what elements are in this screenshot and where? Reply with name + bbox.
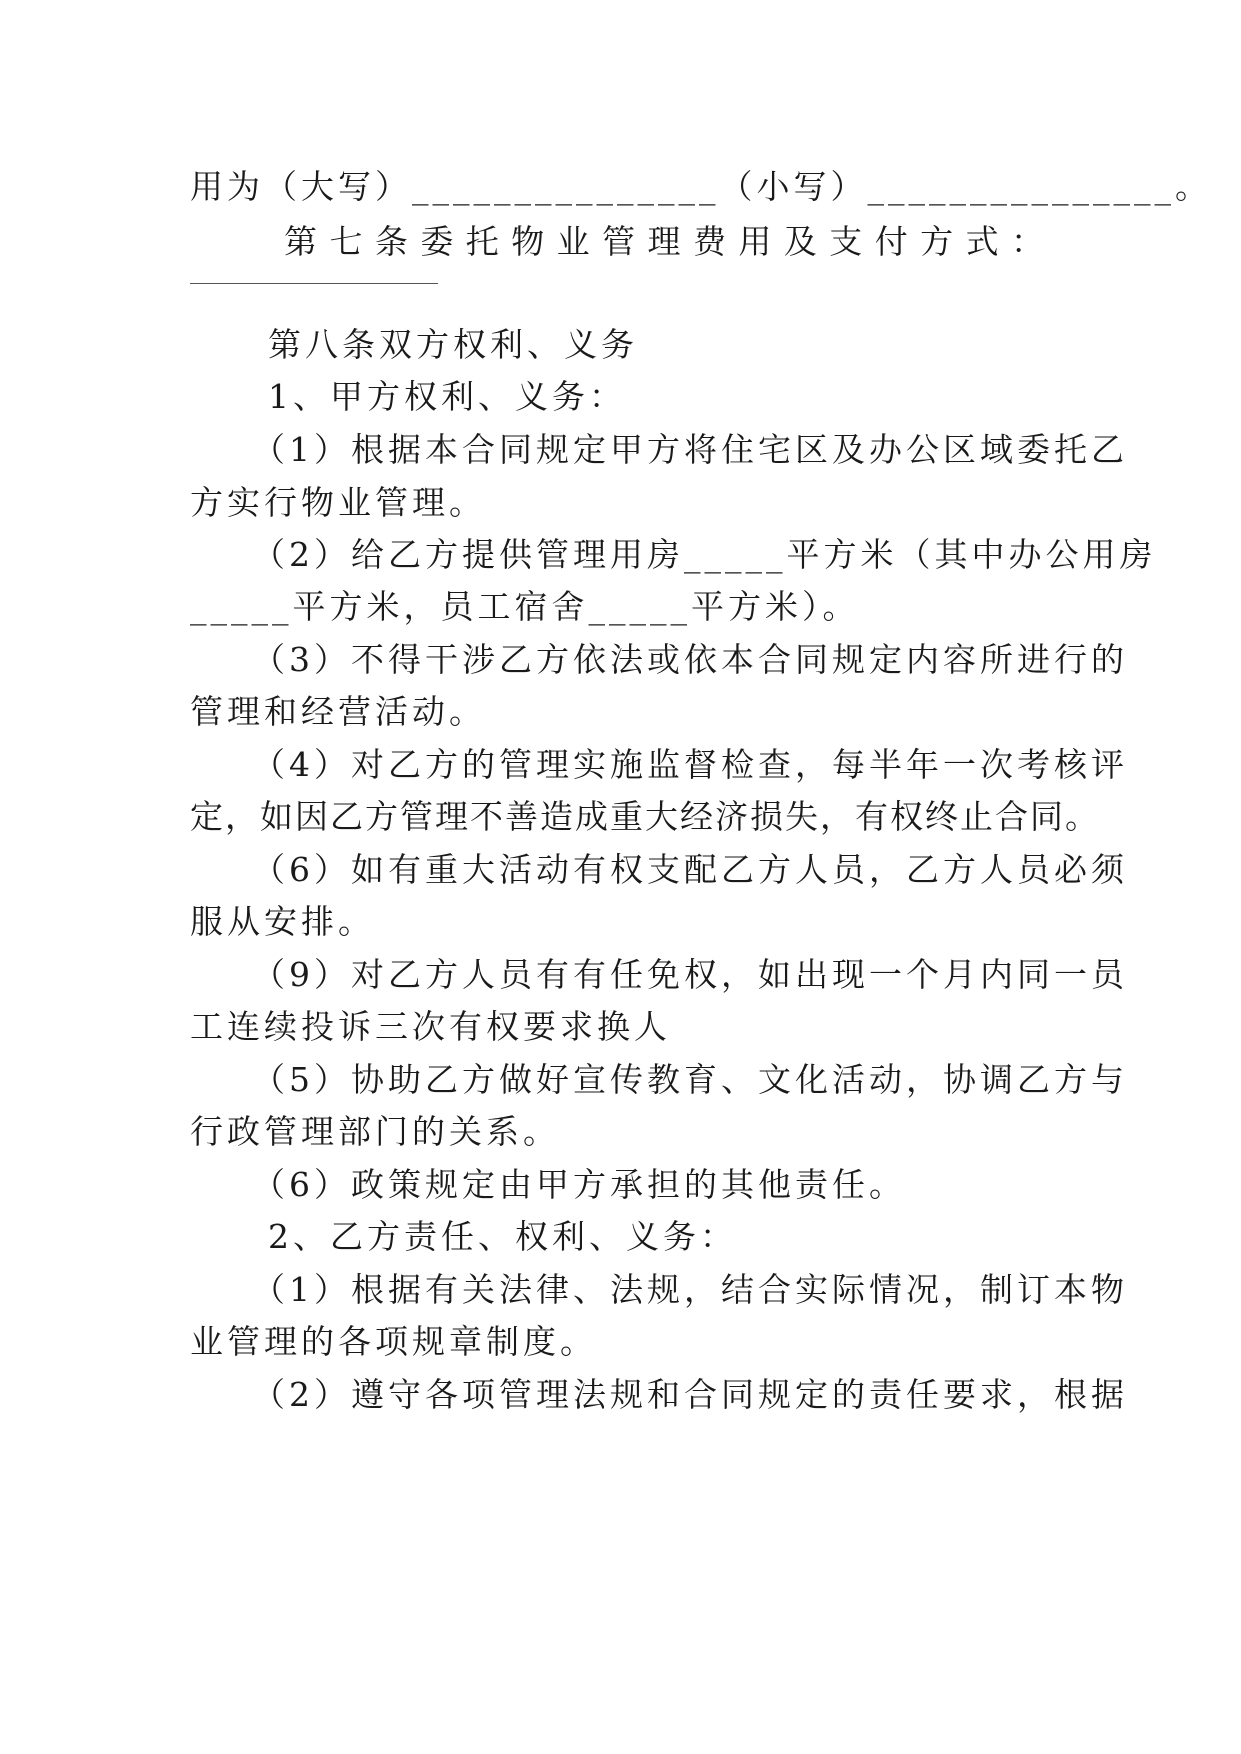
article-7-heading-char: 管 [602,222,636,261]
article-7-heading-char: 第 [284,222,317,261]
party-a-item-6a: （6）如有重大活动有权支配乙方人员，乙方人员必须 [252,850,1128,889]
article-7-heading-char: 支 [829,222,863,261]
party-a-item-3: （3）不得干涉乙方依法或依本合同规定内容所进行的 [252,640,1128,679]
party-b-item-1: （1）根据有关法律、法规，结合实际情况，制订本物 [252,1270,1128,1309]
article-7-heading-char: 及 [783,222,817,261]
party-b-item-2: （2）遵守各项管理法规和合同规定的责任要求，根据 [252,1375,1128,1414]
article-7-heading-char: 式 [965,222,999,261]
party-a-heading: 1、甲方权利、义务： [268,377,626,416]
party-a-item-3-cont: 管理和经营活动。 [190,692,486,731]
fee-amount-line: 用为（大写）_______________（小写）_______________。 [190,167,1212,206]
article-7-heading-char: 委 [420,222,454,261]
party-a-item-1-cont: 方实行物业管理。 [190,483,486,522]
article-7-heading-char: 托 [465,222,499,261]
article-7-heading-char: 条 [374,222,408,261]
article-7-heading [284,222,1044,262]
party-a-item-2: （2）给乙方提供管理用房_____平方米（其中办公用房 [252,535,1157,574]
party-a-item-6a-cont: 服从安排。 [190,902,375,941]
article-8-heading: 第八条双方权利、义务 [268,325,638,364]
article-7-heading-char: 用 [738,222,772,261]
article-7-heading-char: ： [1011,222,1044,261]
party-b-item-1-cont: 业管理的各项规章制度。 [190,1322,597,1361]
party-a-item-1: （1）根据本合同规定甲方将住宅区及办公区域委托乙 [252,430,1128,469]
payment-method-blank [190,283,438,284]
party-a-item-2-cont: _____平方米，员工宿舍_____平方米）。 [190,587,860,626]
article-7-heading-char: 物 [511,222,545,261]
party-a-item-5: （5）协助乙方做好宣传教育、文化活动，协调乙方与 [252,1060,1128,1099]
party-a-item-6b: （6）政策规定由甲方承担的其他责任。 [252,1165,906,1204]
article-7-heading-char: 七 [329,222,363,261]
party-b-heading: 2、乙方责任、权利、义务： [268,1217,737,1256]
article-7-heading-char: 理 [647,222,681,261]
article-7-heading-char: 业 [556,222,590,261]
article-7-heading-char: 付 [874,222,908,261]
party-a-item-4: （4）对乙方的管理实施监督检查，每半年一次考核评 [252,745,1128,784]
article-7-heading-char: 方 [920,222,954,261]
party-a-item-4-cont: 定，如因乙方管理不善造成重大经济损失，有权终止合同。 [190,797,1100,836]
article-7-heading-char: 费 [692,222,726,261]
party-a-item-9-cont: 工连续投诉三次有权要求换人 [190,1007,671,1046]
party-a-item-9: （9）对乙方人员有有任免权，如出现一个月内同一员 [252,955,1128,994]
party-a-item-5-cont: 行政管理部门的关系。 [190,1112,560,1151]
